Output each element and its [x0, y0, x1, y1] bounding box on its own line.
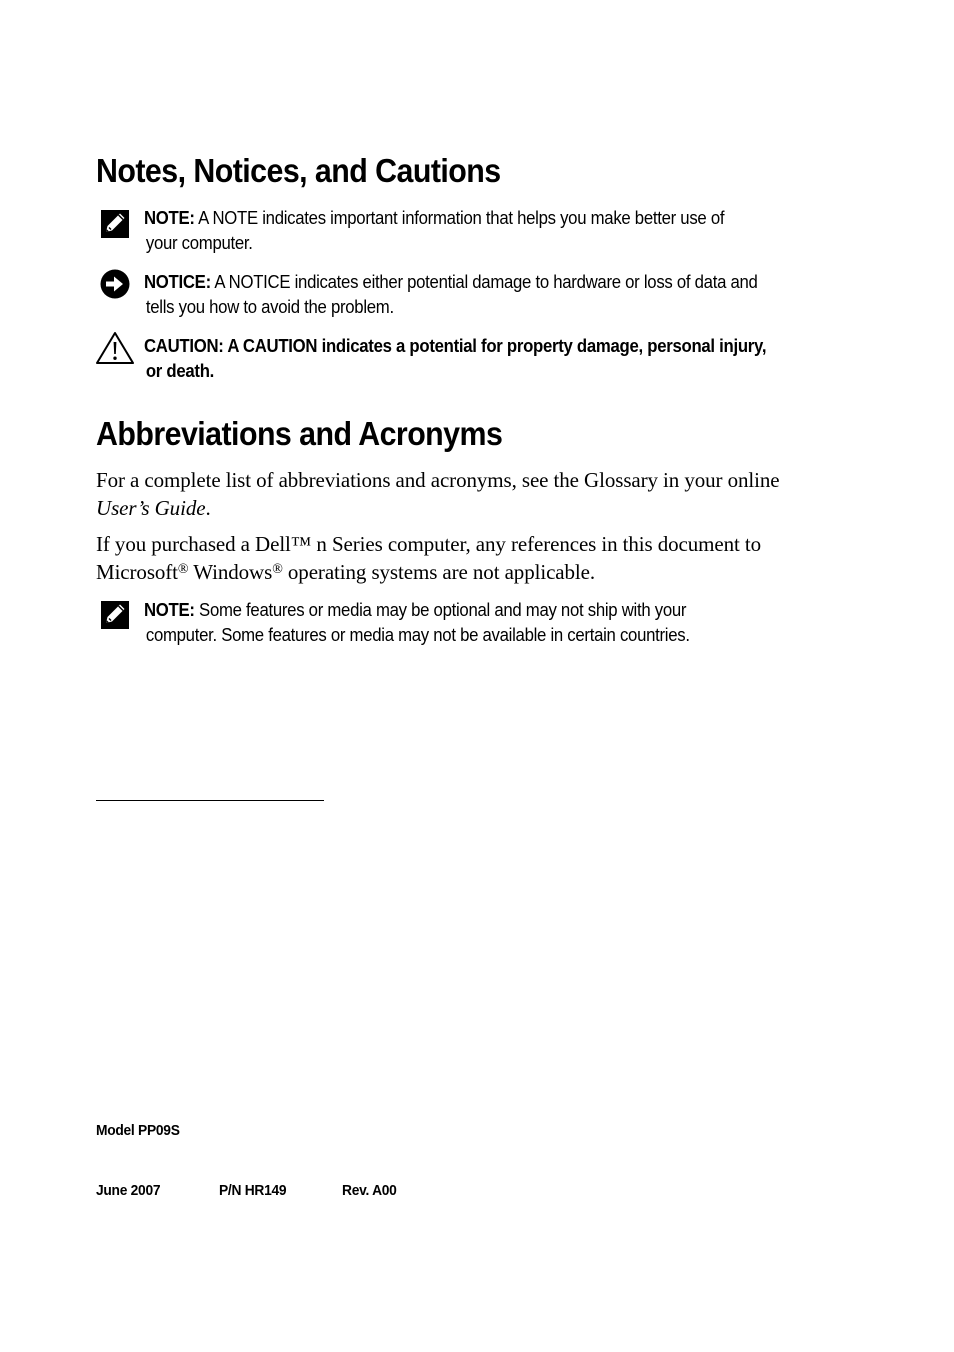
- warning-triangle-icon: [96, 330, 136, 370]
- abbreviations-paragraph: [96, 466, 836, 522]
- note-2-line-2: computer. Some features or media may not be available in certain countries.: [145, 625, 690, 645]
- caution-line-2: or death.: [145, 361, 215, 381]
- notes-heading: Notes, Notices, and Cautions: [96, 152, 501, 189]
- caution-admonition: [96, 334, 826, 388]
- caution-text: [144, 334, 786, 384]
- note-text: [144, 206, 786, 256]
- registered-mark: ®: [177, 562, 189, 577]
- windows-text: Windows: [188, 560, 273, 584]
- notice-label: NOTICE:: [144, 272, 211, 292]
- notice-line-1: A NOTICE indicates either potential damage to hardware or loss of data and: [214, 272, 758, 292]
- note-2-text: [144, 598, 786, 648]
- notice-admonition: [96, 270, 826, 324]
- caution-line-1: A CAUTION indicates a potential for property damage, personal injury,: [227, 336, 767, 356]
- revision: Rev. A00: [342, 1182, 397, 1199]
- registered-mark: ®: [272, 562, 283, 577]
- note-line-1: A NOTE indicates important information that helps you make better use of: [198, 208, 725, 228]
- n-series-text: If you purchased a Dell™ n Series computer, any references in this document to Microsoft: [96, 532, 762, 584]
- arrow-circle-notice-icon: [96, 269, 132, 305]
- notice-line-2: tells you how to avoid the problem.: [145, 297, 394, 317]
- note-admonition-2: [96, 598, 826, 652]
- pencil-note-icon: [96, 598, 132, 634]
- note-2-label: NOTE:: [144, 600, 195, 620]
- note-admonition: [96, 206, 826, 260]
- users-guide-title: User’s Guide: [96, 496, 206, 520]
- publication-date: June 2007: [96, 1182, 161, 1199]
- caution-label: CAUTION:: [144, 336, 224, 356]
- model-number: Model PP09S: [96, 1122, 180, 1139]
- footnote-divider: [96, 800, 324, 801]
- part-number: P/N HR149: [219, 1182, 287, 1199]
- abbreviations-heading: Abbreviations and Acronyms: [96, 415, 503, 452]
- n-series-text-end: operating systems are not applicable.: [282, 560, 596, 584]
- n-series-paragraph: [96, 530, 836, 586]
- note-2-line-1: Some features or media may be optional and may not ship with your: [199, 600, 687, 620]
- abbrev-text: For a complete list of abbreviations and acronyms, see the Glossary in your online: [96, 468, 780, 492]
- note-label: NOTE:: [144, 208, 195, 228]
- note-line-2: your computer.: [145, 233, 253, 253]
- abbrev-period: .: [205, 496, 211, 520]
- notice-text: [144, 270, 786, 320]
- pencil-note-icon: [96, 207, 132, 243]
